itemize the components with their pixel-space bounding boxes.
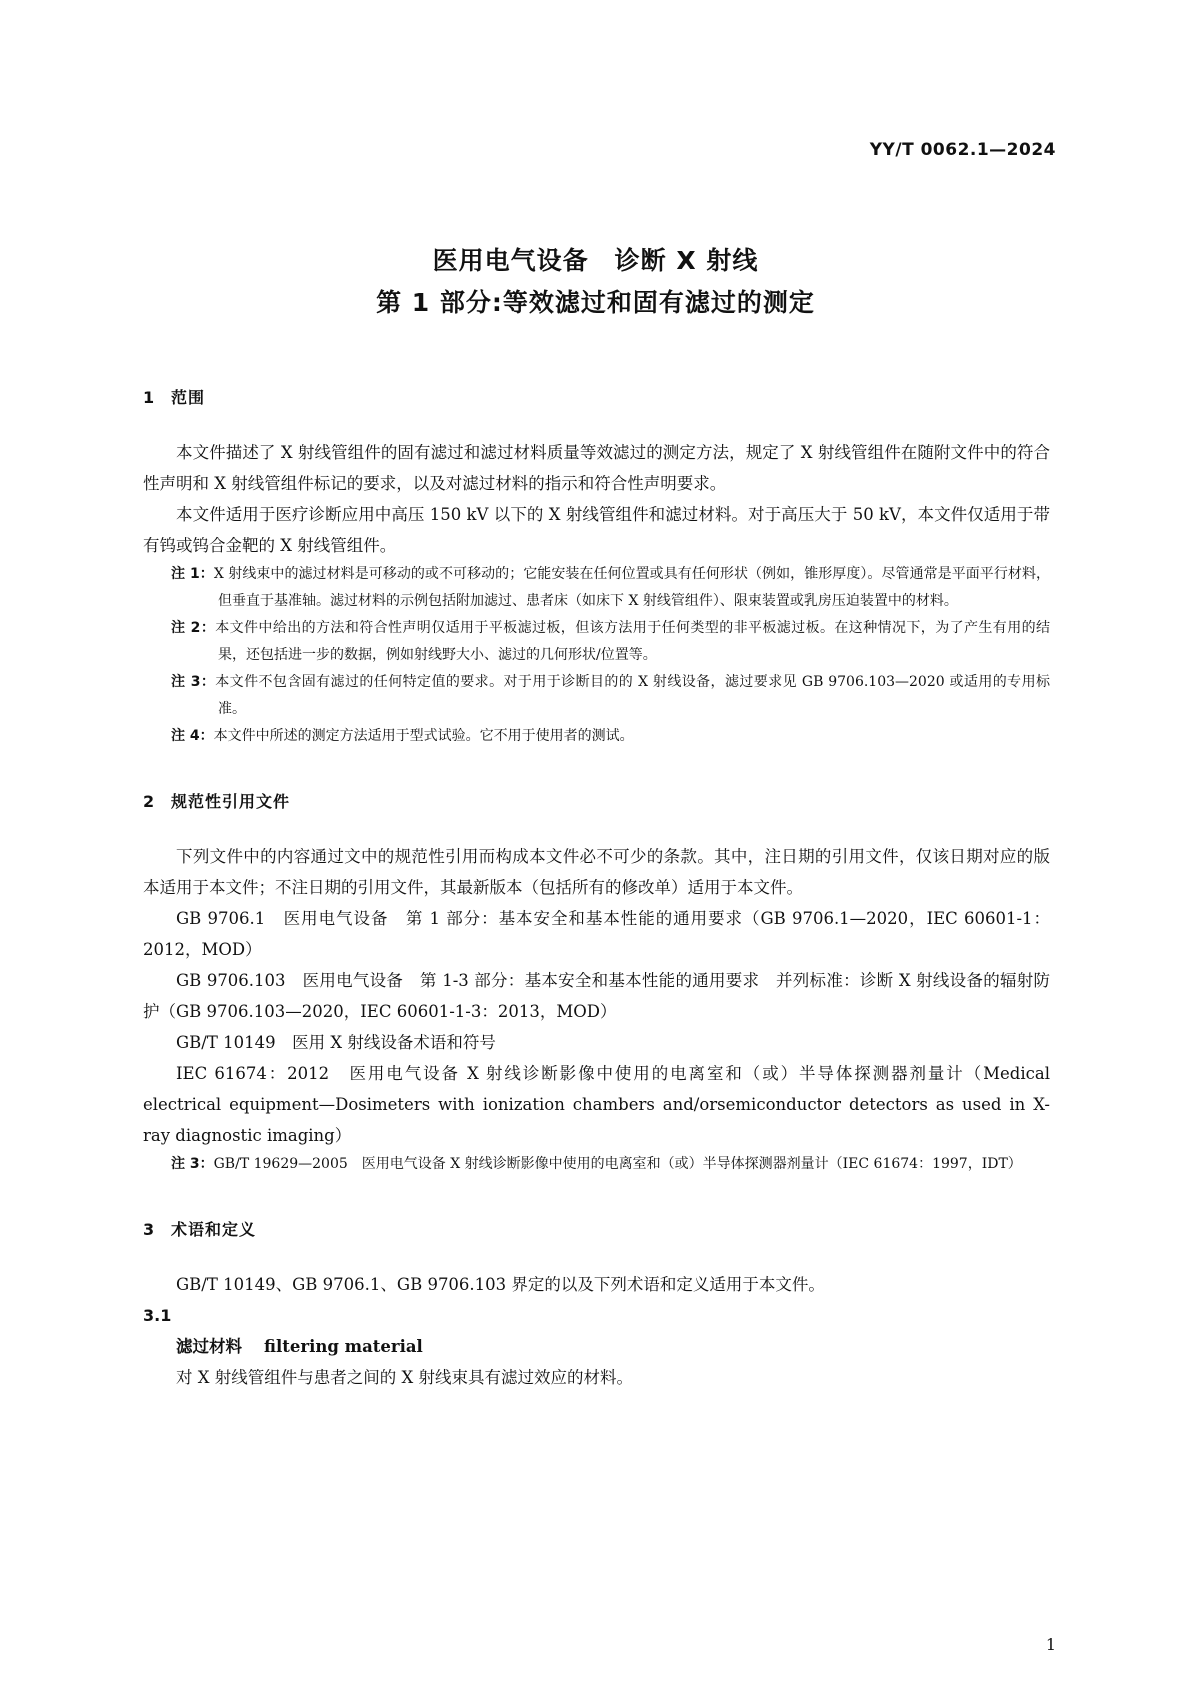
section-spacer [143, 1178, 1050, 1214]
note [143, 723, 1050, 750]
note-label: 注 3： [171, 1156, 214, 1172]
note-text: GB/T 19629—2005 医用电气设备 X 射线诊断影像中使用的电离室和（或）半导体探测器剂量计（IEC 61674：1997，IDT） [213, 1156, 1022, 1172]
note-label: 注 3： [171, 674, 216, 690]
section-title: 术语和定义 [171, 1220, 257, 1239]
paragraph: 下列文件中的内容通过文中的规范性引用而构成本文件必不可少的条款。其中，注日期的引用文件，仅该日期对应的版本适用于本文件；不注日期的引用文件，其最新版本（包括所有的修改单）适用于本文件。 [143, 847, 1050, 897]
term-definition: 对 X 射线管组件与患者之间的 X 射线束具有滤过效应的材料。 [176, 1368, 633, 1387]
term-entry [143, 1331, 1050, 1362]
standard-code: YY/T 0062.1—2024 [869, 140, 1056, 160]
section-number: 1 [143, 388, 156, 407]
page-number: 1 [1045, 1635, 1056, 1654]
section-number: 2 [143, 792, 156, 811]
note-text: 本文件中给出的方法和符合性声明仅适用于平板滤过板，但该方法用于任何类型的非平板滤过板。在这种情况下，为了产生有用的结果，还包括进一步的数据，例如射线野大小、滤过的几何形状/位置等。 [215, 620, 1050, 663]
reference-item: GB 9706.103 医用电气设备 第 1-3 部分：基本安全和基本性能的通用要求 并列标准：诊断 X 射线设备的辐射防护（GB 9706.103—2020，IEC 60601-1-3：2013，MOD） [143, 971, 1050, 1021]
note [143, 561, 1050, 615]
note-label: 注 2： [171, 620, 216, 636]
term-number: 3.1 [143, 1306, 172, 1325]
term-chinese: 滤过材料 [176, 1337, 242, 1356]
paragraph: 本文件适用于医疗诊断应用中高压 150 kV 以下的 X 射线管组件和滤过材料。对于高压大于 50 kV，本文件仅适用于带有钨或钨合金靶的 X 射线管组件。 [143, 505, 1050, 555]
section-spacer [143, 750, 1050, 786]
section-2-heading [143, 786, 1050, 817]
note-label: 注 4： [171, 728, 214, 744]
reference-item: GB/T 10149 医用 X 射线设备术语和符号 [176, 1033, 496, 1052]
term-english: filtering material [264, 1337, 423, 1356]
section-number: 3 [143, 1220, 156, 1239]
document-title [0, 240, 1191, 324]
note [143, 615, 1050, 669]
note-label: 注 1： [171, 566, 214, 582]
note-text: 本文件中所述的测定方法适用于型式试验。它不用于使用者的测试。 [213, 728, 634, 744]
section-1-heading [143, 382, 1050, 413]
document-body [143, 382, 1050, 1393]
section-title: 规范性引用文件 [171, 792, 291, 811]
paragraph: 本文件描述了 X 射线管组件的固有滤过和滤过材料质量等效滤过的测定方法，规定了 X 射线管组件在随附文件中的符合性声明和 X 射线管组件标记的要求，以及对滤过材料的指示和符合性声明要求。 [143, 443, 1050, 493]
title-line-2: 第 1 部分:等效滤过和固有滤过的测定 [376, 288, 815, 317]
note-text: X 射线束中的滤过材料是可移动的或不可移动的；它能安装在任何位置或具有任何形状（例如，锥形厚度）。尽管通常是平面平行材料，但垂直于基准轴。滤过材料的示例包括附加滤过、患者床（如床下 X 射线管组件）、限束装置或乳房压迫装置中的材料。 [213, 566, 1050, 609]
reference-item: IEC 61674：2012 医用电气设备 X 射线诊断影像中使用的电离室和（或）半导体探测器剂量计（Medical electrical equipment—Dosimeters with ionization chambers and/orsemiconductor detectors as used in X-ray diagnostic imaging） [143, 1064, 1050, 1145]
section-title: 范围 [171, 388, 206, 407]
note [143, 1151, 1050, 1178]
note-text: 本文件不包含固有滤过的任何特定值的要求。对于用于诊断目的的 X 射线设备，滤过要求见 GB 9706.103—2020 或适用的专用标准。 [215, 674, 1050, 717]
section-3-heading [143, 1214, 1050, 1245]
paragraph: GB/T 10149、GB 9706.1、GB 9706.103 界定的以及下列术语和定义适用于本文件。 [176, 1275, 825, 1294]
note [143, 669, 1050, 723]
title-line-1: 医用电气设备 诊断 X 射线 [432, 246, 759, 275]
reference-item: GB 9706.1 医用电气设备 第 1 部分：基本安全和基本性能的通用要求（GB 9706.1—2020，IEC 60601-1：2012，MOD） [143, 909, 1050, 959]
